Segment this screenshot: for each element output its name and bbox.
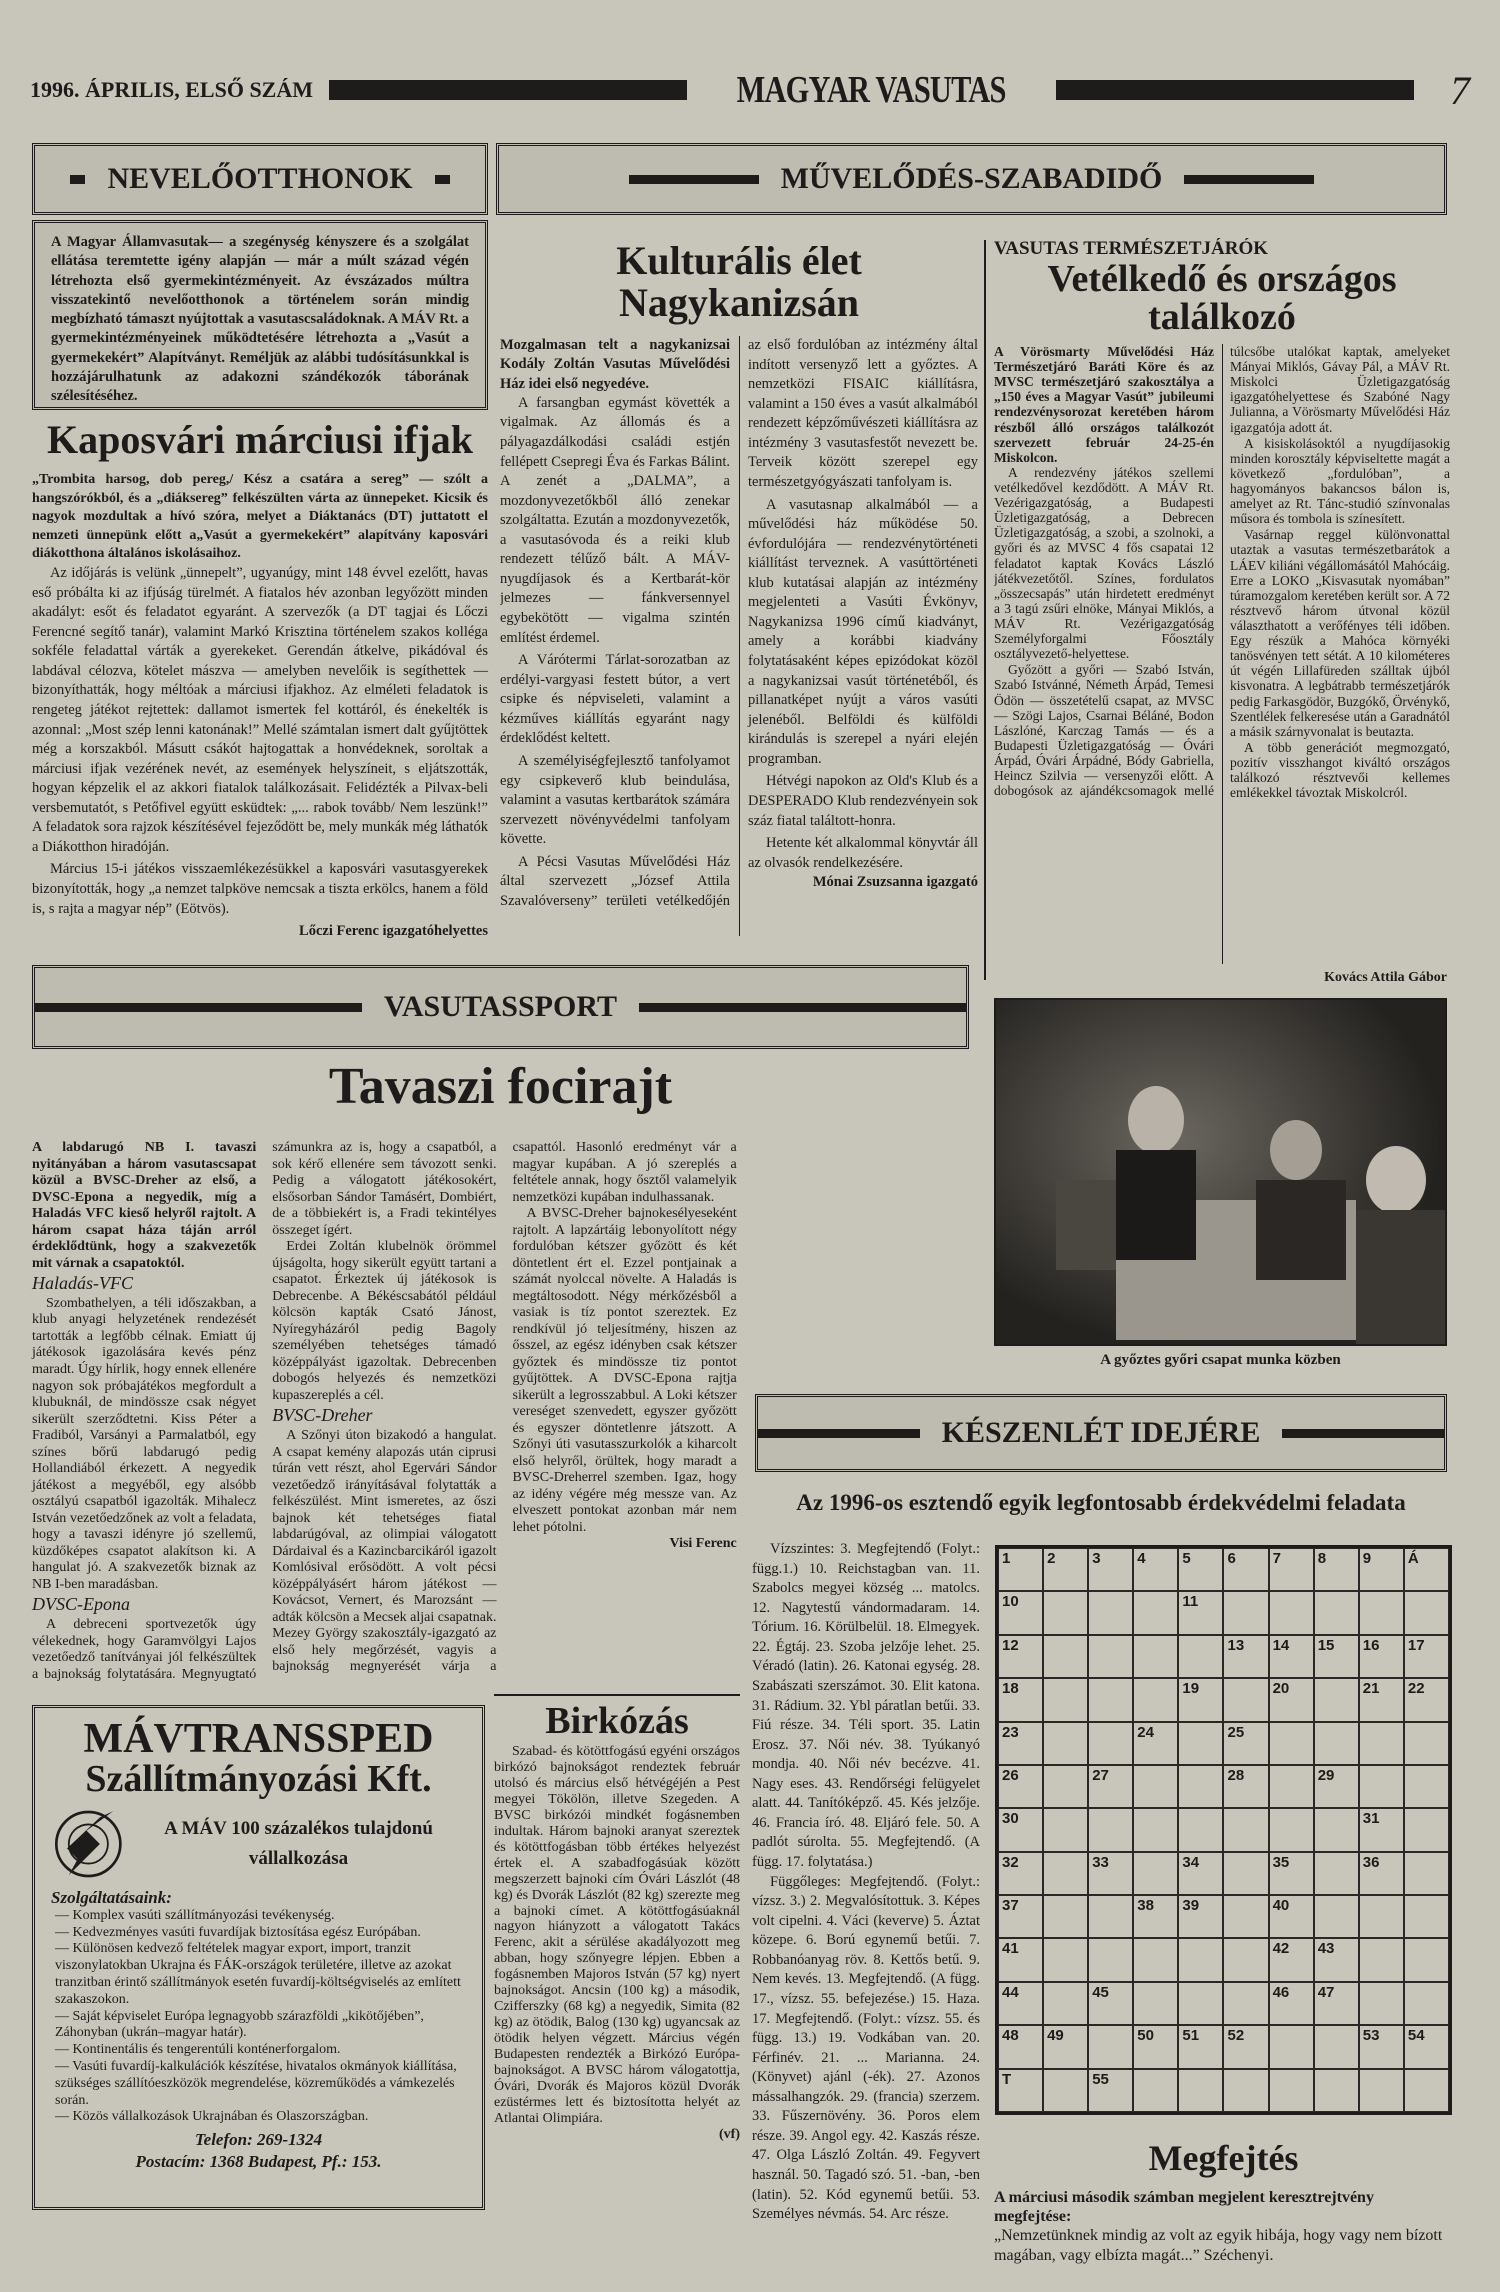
crossword-cell[interactable] (1043, 1722, 1088, 1765)
crossword-cell[interactable]: 43 (1314, 1938, 1359, 1981)
crossword-cell[interactable] (1178, 2069, 1223, 2112)
crossword-cell[interactable]: 40 (1269, 1895, 1314, 1938)
lead: A labdarugó NB I. tavaszi nyitányában a három vasutascsapat közül a BVSC-Dreher az első, a DVSC-Epona a negyedik, míg a Haladás VFC kieső helyről rajtolt. A három csapat háza táján arról érdeklődtünk, hogy a szakvezetők mit várnak a csapatoktól. (32, 1140, 257, 1271)
paragraph: — Kontinentális és tengerentúli konténerforgalom. (55, 2042, 341, 2058)
crossword-cell[interactable] (1043, 1852, 1088, 1895)
crossword-cell[interactable] (1043, 1765, 1088, 1808)
article-kaposvar (32, 415, 488, 945)
crossword-cell[interactable] (1088, 2025, 1133, 2068)
clues-across: Vízszintes: 3. Megfejtendő (Folyt.: függ.1.) 10. Reichstagban van. 11. Szabolcs megyei község ... matolcs. 12. Nagytestű vándormadaram. 14. Tórium. 16. Körülbelül. 18. Elmegyek. 22. Égtáj. 23. Szoba jelzője lehet. 25. Véradó (latin). 26. Katonai egység. 28. Szabászati szerszámot. 30. Elit katona. 31. Rádium. 32. Ybl páratlan betűi. 33. Fiú része. 34. Téli sport. 35. Latin Erosz. 37. Női név. 38. Tyúkanyó mondja. 40. Női név becézve. 41. Nagy eses. 43. Rendőrségi felügyelet alatt. 44. Tanítóképző. 45. Kés jelzője. 46. Francia író. 48. Eljáró fele. 50. A padlót súrolta. 55. Megfejtendő. (A függ. 17. folytatása.) (752, 1541, 980, 1870)
ad-company-name: MÁVTRANSSPED (83, 1716, 434, 1762)
crossword-cell[interactable]: 2 (1043, 1548, 1088, 1591)
crossword-cell[interactable]: 10 (998, 1591, 1043, 1634)
crossword-cell[interactable] (1269, 2069, 1314, 2112)
byline: (vf) (719, 2126, 740, 2142)
byline: Mónai Zsuzsanna igazgató (812, 874, 978, 891)
crossword-cell[interactable]: 6 (1223, 1548, 1268, 1591)
column-rule (984, 240, 986, 980)
paragraph: — Saját képviselet Európa legnagyobb szárazföldi „kikötőjében”, Záhonyban (ukrán–magyar határ). (55, 2008, 424, 2041)
paragraph: A rendezvény játékos szellemi vetélkedővel kezdődött. A MÁV Rt. Vezérigazgatóság, a Budapesti Üzletigazgatóság, a Debrecen Üzletigazgatóság, a szobi, a szolnoki, a győri és az MVSC 4 fős csapatai 12 feladatot kaptak Kovács László játékvezetőtől. Színes, fordulatos „összecsapás” után hirdetett eredményt a 3 tagú zsűri elnöke, Mányai Miklós, a MÁV Rt. Vezérigazgatóság Személyforgalmi Főosztály osztályvezető-helyettese. (994, 464, 1214, 662)
crossword-cell[interactable]: 44 (998, 1982, 1043, 2025)
crossword-cell[interactable]: 14 (1269, 1635, 1314, 1678)
crossword-cell[interactable]: 53 (1359, 2025, 1404, 2068)
ad-tagline: A MÁV 100 százalékos tulajdonú (164, 1817, 433, 1839)
paragraph: A debreceni sportvezetők úgy vélekednek, hogy Garamvölgyi Lajos vezetőedző tanítványai jól felkészültek a bajnokság folytatására. Megnyugtató számunkra az is, hogy a csapatból, a sok kérő ellenére sem távozott senki. Pedig a válogatott játékosokért, elsősorban Sándor Tamásért, Dombiért, de a többiekért is, a Fradi tekintélyes összeget ígért. (32, 1140, 497, 1682)
crossword-cell[interactable] (1269, 2025, 1314, 2068)
crossword-cell[interactable]: 8 (1314, 1548, 1359, 1591)
rule (329, 80, 687, 100)
page-number: 7 (1450, 67, 1471, 113)
photo-illustration (996, 1000, 1447, 1346)
crossword-cell[interactable]: 31 (1359, 1808, 1404, 1851)
services-list (51, 1908, 466, 2126)
crossword-cell[interactable] (1314, 2069, 1359, 2112)
crossword-cell[interactable] (1314, 1808, 1359, 1851)
subtitle: Az 1996-os esztendő egyik legfontosabb érdekvédelmi feladata (796, 1490, 1406, 1515)
crossword-cell[interactable]: 16 (1359, 1635, 1404, 1678)
crossword-cell[interactable]: 27 (1088, 1765, 1133, 1808)
crossword-cell[interactable]: 1 (998, 1548, 1043, 1591)
crossword-cell[interactable] (1223, 1895, 1268, 1938)
crossword-cell[interactable] (1359, 1938, 1404, 1981)
crossword-cell[interactable]: 38 (1133, 1895, 1178, 1938)
byline: Kovács Attila Gábor (1324, 970, 1447, 985)
lead: A Vörösmarty Művelődési Ház Természetjáró Baráti Köre és az MVSC természetjáró szakosztálya a „150 éves a Magyar Vasút” jubileumi rendezvénysorozat keretében három részből álló országos találkozót szervezett február 24-25-én Miskolcon. (994, 344, 1214, 465)
crossword-cell[interactable]: 24 (1133, 1722, 1178, 1765)
crossword-cell[interactable]: 32 (998, 1852, 1043, 1895)
crossword-cell[interactable] (1359, 1895, 1404, 1938)
section-header-muvelodes (496, 143, 1447, 215)
crossword-cell[interactable]: 17 (1404, 1635, 1449, 1678)
crossword-cell[interactable]: 47 (1314, 1982, 1359, 2025)
crossword-cell[interactable]: 12 (998, 1635, 1043, 1678)
crossword-cell[interactable] (1133, 1808, 1178, 1851)
paragraph: — Közös vállalkozások Ukrajnában és Olaszországban. (55, 2109, 369, 2125)
crossword-cell[interactable] (1223, 1591, 1268, 1634)
paragraph: Haladás-VFC (32, 1273, 133, 1294)
crossword-cell[interactable] (1404, 1722, 1449, 1765)
crossword-cell[interactable]: 3 (1088, 1548, 1133, 1591)
crossword-cell[interactable]: 11 (1178, 1591, 1223, 1634)
crossword-cell[interactable] (1404, 1808, 1449, 1851)
paragraph: DVSC-Epona (32, 1594, 130, 1615)
solution-text: „Nemzetünknek mindig az volt az egyik hibája, hogy vagy nem bízott magában, vagy elbízta magát...” Széchenyi. (994, 2227, 1443, 2264)
paragraph: A BVSC-Dreher bajnokesélyeseként rajtolt. A lapzártáig lebonyolított négy fordulóban kétszer győzött és két döntetlent ért el. Ezzel pontjainak a számát nyolccal növelte. A Haladás is megtáltosodott. Négy mérkőzésből a vasiak is tíz pontot szereztek. Ez rendkívül jó teljesítmény, hiszen az ősszel, az egész idényben csak kétszer győztek és mindössze tiz pontot gyűjtöttek. A DVSC-Epona rajtja sikerült a legrosszabbul. A Loki kétszer vereséget szenvedett, egyszer győzött és egyszer döntetlenre játszott. A Szőnyi úti vasutasszurkolók a kiharcolt első helyről, örültek, hogy maradt a BVSC-Dreherrel szemben. Igaz, hogy az idény végére még messze van. Az elveszett pontokat azonban már nem lehet pótolni. (512, 1206, 737, 1535)
paragraph: — Vasúti fuvardíj-kalkulációk készítése, hivatalos okmányok kiállítása, szükséges szállítóeszközök megrendelése, közreműködés a vámkezelés során. (55, 2059, 457, 2108)
crossword-cell[interactable]: 37 (998, 1895, 1043, 1938)
section-title: MŰVELŐDÉS-SZABADIDŐ (780, 162, 1163, 195)
crossword-cell[interactable]: 52 (1223, 2025, 1268, 2068)
crossword-cell[interactable]: 51 (1178, 2025, 1223, 2068)
crossword-cell[interactable] (1043, 1938, 1088, 1981)
crossword-cell[interactable] (1043, 1678, 1088, 1721)
crossword-cell[interactable]: 54 (1404, 2025, 1449, 2068)
crossword-cell[interactable] (1269, 1765, 1314, 1808)
article-body (500, 336, 978, 911)
article-kulturalis (500, 240, 978, 960)
section-header-keszenlet (755, 1394, 1447, 1472)
crossword-cell[interactable] (1178, 1808, 1223, 1851)
crossword-cell[interactable] (1043, 2069, 1088, 2112)
paragraph: Győzött a győri — Szabó István, Szabó Istvánné, Németh Árpád, Temesi Ödön — összetételű csapat, az MVSC — Szögi Lajos, Csarnai Béláné, Bodon Lászlóné, Karczag Tamás — és a Budapesti Üzletigazgatóság — Óvári Árpád, Óvári Árpádné, Bódy Gabriella, Heincz Szilvia — versenyzői előtt. A dobogósok az ajándékcsomagok mellé túlcsőbe utalókat kaptak, amelyeket Mányai Miklós, Gávay Pál, a MÁV Rt. Miskolci Üzletigazgatóság igazgatóhelyettese és Szabóné Nagy Julianna, a Vörösmarty Művelődési Ház igazgatója adott át. (994, 344, 1450, 799)
crossword-cell[interactable] (1043, 1808, 1088, 1851)
paragraph: Vasárnap reggel különvonattal utaztak a vasutas természetbarátok a LÁEV kiliáni végállomásától Mahócáig. Erre a LOKO „Kisvasutak nyomában” túramozgalom keretében került sor. A 72 résztvevő három útvonal közül választhatott a verőfényes téli időben. Egy részük a Mahóca környéki tanösvényen tett sétát. A 10 kilométeres út végén Lillafüreden szálltak újból kisvonatra. A legbátrabb természetjárók pedig Farkasgödör, Buzgókő, Örvénykő, Szentlélek felkeresése után a Garadnától a másik szárnyvonalat is beutazta. (1230, 527, 1450, 739)
crossword-cell[interactable]: 9 (1359, 1548, 1404, 1591)
paragraph: Erdei Zoltán klubelnök örömmel újságolta, hogy sikerült együtt tartani a csapatot. Érkeztek új játékosok is Debrecenbe. A Békéscsabától például kölcsön kapták Csató Jánost, Nyíregyházáról pedig Bagoly személyében tehetséges támadó középpályást igazoltak. Debrecenben dobogós helyezés és nemzetközi kupaszereplés a cél. (272, 1239, 497, 1403)
crossword-cell[interactable]: 5 (1178, 1548, 1223, 1591)
paragraph: A kisiskolásoktól a nyugdíjasokig minden korosztály képviseltette magát a következő „fordulóban”, a hagyományos bakancsos bálon is, amelyet az Rt. Tánc-studió színvonalas műsora és tombola is színesített. (1230, 435, 1450, 527)
lead: Mozgalmasan telt a nagykanizsai Kodály Zoltán Vasutas Művelődési Ház idei első negyedéve. (500, 337, 730, 392)
crossword-cell[interactable] (1404, 1852, 1449, 1895)
intro-box: A Magyar Államvasutak— a szegénység kényszere és a szolgálat ellátása teremtette igény alapján — már a múlt század végén létrehozta első gyermekintézményeit. Az évszázados múltra visszatekintő nevelőotthonok a történelem során mindig megbízható támaszt nyújtottak a vasutascsaládoknak. A MÁV Rt. a gyermekintézményeinek működtetésére létrehozta a „Vasút a gyermekekért” Alapítványt. Reméljük az alábbi tudósításunkkal is hozzájárulhatunk az adakozni szándékozók táborának szélesítéséhez. (32, 220, 488, 410)
crossword-cell[interactable] (1178, 1765, 1223, 1808)
paragraph: A személyiségfejlesztő tanfolyamot egy csipkeverő klub beindulása, valamint a vasutas kertbarátok számára szervezett növényvédelmi tanfolyam követte. (500, 752, 730, 848)
crossword-cell[interactable] (1404, 2069, 1449, 2112)
crossword-cell[interactable]: 49 (1043, 2025, 1088, 2068)
crossword-cell[interactable]: 13 (1223, 1635, 1268, 1678)
ad-phone: Telefon: 269-1324 (194, 2130, 323, 2150)
section-title: KÉSZENLÉT IDEJÉRE (941, 1416, 1261, 1449)
crossword-cell[interactable] (1314, 1895, 1359, 1938)
crossword-cell[interactable]: 26 (998, 1765, 1043, 1808)
crossword-cell[interactable] (1178, 1982, 1223, 2025)
paragraph: A Pécsi Vasutas Művelődési Ház által szervezett „József Attila Szavalóverseny” területi vetélkedőjén az első fordulóban az intézmény által indított versenyző lett a győztes. A nemzetközi FISAIC kiállításra, valamint a 150 éves a vasút alkalmából rendezett képzőművészeti kiállításra az intézmény 3 vasutasfestőt nevezett be. Terveik között szerepel egy természetgyógyászati tanfolyam is. (500, 337, 978, 909)
article-vetelkedo (994, 238, 1450, 966)
paragraph: A több generációt megmozgató, pozitív visszhangot kiváltó országos találkozó résztvevői kellemes emlékekkel távoztak Miskolcról. (1230, 739, 1450, 801)
issue-date: 1996. ÁPRILIS, ELSŐ SZÁM (30, 77, 314, 102)
ad-company-type: Szállítmányozási Kft. (85, 1758, 432, 1800)
crossword-cell[interactable]: 55 (1088, 2069, 1133, 2112)
crossword-cell[interactable] (1269, 1808, 1314, 1851)
crossword-cell[interactable]: 46 (1269, 1982, 1314, 2025)
headline: Vetélkedő és országos találkozó (1047, 258, 1397, 338)
ad-tagline: vállalkozása (248, 1847, 349, 1869)
crossword-cell[interactable] (1223, 1938, 1268, 1981)
crossword-cell[interactable] (1269, 1591, 1314, 1634)
photo-caption: A győztes győri csapat munka közben (1100, 1352, 1341, 1368)
section-title: VASUTASSPORT (384, 990, 617, 1023)
paragraph: Visi Ferenc (669, 1536, 737, 1552)
crossword-cell[interactable]: 21 (1359, 1678, 1404, 1721)
crossword-cell[interactable]: 23 (998, 1722, 1043, 1765)
crossword-cell[interactable] (1043, 1635, 1088, 1678)
solution-title: Megfejtés (1148, 2138, 1299, 2178)
crossword-cell[interactable] (1088, 1591, 1133, 1634)
crossword-cell[interactable] (1133, 1635, 1178, 1678)
rule (1056, 80, 1414, 100)
crossword-cell[interactable]: 20 (1269, 1678, 1314, 1721)
crossword-cell[interactable] (1133, 1765, 1178, 1808)
crossword-cell[interactable] (1133, 1852, 1178, 1895)
crossword-cell[interactable] (1178, 1938, 1223, 1981)
article-body (32, 564, 488, 919)
solution (994, 2188, 1454, 2265)
advertisement-mavtranssped (32, 1705, 485, 2210)
crossword-cell[interactable] (1223, 1808, 1268, 1851)
article-body (494, 1744, 740, 2127)
headline: Kaposvári márciusi ifjak (47, 417, 473, 462)
crossword-cell[interactable] (1178, 1722, 1223, 1765)
crossword-cell[interactable]: 42 (1269, 1938, 1314, 1981)
crossword-cell[interactable] (1088, 1895, 1133, 1938)
paragraph: A Várótermi Tárlat-sorozatban az erdélyi-vargyasi festett bútor, a vert csipke és népviseleti, valamint a kézműves kiállítás egyaránt nagy érdeklődést keltett. (500, 652, 730, 747)
crossword-cell[interactable] (1404, 1765, 1449, 1808)
section-title: NEVELŐOTTHONOK (107, 162, 413, 195)
crossword-cell[interactable] (1314, 1722, 1359, 1765)
crossword-clues (752, 1540, 980, 2288)
crossword-cell[interactable]: 4 (1133, 1548, 1178, 1591)
crossword-cell[interactable]: 35 (1269, 1852, 1314, 1895)
crossword-cell[interactable]: 7 (1269, 1548, 1314, 1591)
paragraph: A Szőnyi úton bizakodó a hangulat. A csapat kemény alapozás után ciprusi túrán vett részt, ahol Egervári Sándor vezetőedző irányításával folytatták a felkészülést. Mint ismeretes, az őszi bajnok két tehetséges fiatal labdarúgóval, az olimpiai válogatott Dárdaival és a Kazincbarcikáról igazolt Komlósival erősödött. A volt pécsi középpályásért három játékost — Kovácsot, Vernert, és Marozsánt — adták kölcsön a Mecsek aljai csapatnak. Mezey György szakosztály-igazgató az első hely megőrzését, vagyis a bajnokság megnyerését várja a csapattól. Hasonló eredményt vár a magyar kupában. A jó szereplés a feltétele annak, hogy ősztől valamelyik nemzetközi kupában indulhassanak. (272, 1140, 737, 1675)
paragraph: Az időjárás is velünk „ünnepelt”, ugyanúgy, mint 148 évvel ezelőtt, havas eső próbálta ki az ifjúság türelmét. A fiatalos hév azonban legyőzött minden akadályt: esőt és feladatot egyaránt. A szervezők (a DT tagjai és Lőczi Ferencné segítő tanár), valamint Markó Krisztina történelem szakos kolléga sokféle feladattal várták a gyerekeket. Gerendán átkelve, pikádóval és labdával célozva, kötelet mászva — amelyben nevelőik is segíthettek — bizonyíthatták, hogy méltóak a márciusi ifjakhoz. Az elméleti feladatok is rengeteg játékot rejtettek: dallamot ismertek fel kottáról, és énekelték is azonnal: „Most szép lenni katonának!” Mellé számtalan ismert dalt gyűjtöttek még a korszakból. Másutt csákót hajtogattak a honvédeknek, soroltak a márciusi ifjak vezérének nevét, az események helyszíneit, s eljátszották, hogyan képzelik el az akkori fiatalok találkozásait. Felidézték a Pilvax-beli versbemutatót, s Petőfivel együtt esküdtek: „... rabok tovább/ Nem leszünk!” A feladatok sora rajzok készítésével fejeződött be, mely munkák még láthatók a Diákotthon hiradóján. (32, 565, 488, 855)
crossword-cell[interactable] (1043, 1591, 1088, 1634)
headline: Kulturális élet Nagykanizsán (616, 240, 862, 325)
crossword-cell[interactable] (1314, 1678, 1359, 1721)
masthead (30, 67, 1471, 113)
crossword-cell[interactable]: 36 (1359, 1852, 1404, 1895)
crossword-cell[interactable]: Á (1404, 1548, 1449, 1591)
crossword-cell[interactable] (1088, 1722, 1133, 1765)
crossword-grid[interactable] (995, 1545, 1452, 2115)
headline: Tavaszi focirajt (328, 1058, 673, 1115)
crossword-cell[interactable] (1223, 1678, 1268, 1721)
crossword-cell[interactable] (1404, 1982, 1449, 2025)
crossword-cell[interactable]: 41 (998, 1938, 1043, 1981)
crossword-cell[interactable] (1404, 1895, 1449, 1938)
section-header-nevelootthonok (32, 143, 488, 215)
paragraph: A vasutasnap alkalmából — a művelődési ház működése 50. évfordulójára — rendezvénytörténeti kiállítást terveznek. A vasúttörténeti klub kutatásai alapján az intézmény megjelenteti a Vasúti Évkönyv, Nagykanizsa 1996 című kiadványt, amely a korábbi kiadvány folytatásaként képes epizódokat közöl a nagykanizsai vasút történetéből, és pillanatképet nyújt a város vasúti jelenéből. Belföldi és külföldi kirándulás is szerepel a nyári elején programban. (748, 496, 978, 767)
paragraph: — Kedvezményes vasúti fuvardíjak biztosítása egész Európában. (55, 1924, 421, 1940)
crossword-cell[interactable] (1133, 1591, 1178, 1634)
crossword-cell[interactable]: 19 (1178, 1678, 1223, 1721)
crossword-cell[interactable] (1359, 1722, 1404, 1765)
crossword-cell[interactable] (1404, 1591, 1449, 1634)
crossword-cell[interactable] (1178, 1635, 1223, 1678)
crossword-cell[interactable] (1314, 1852, 1359, 1895)
crossword-cell[interactable] (1359, 1982, 1404, 2025)
crossword-cell[interactable] (1269, 1722, 1314, 1765)
crossword-cell[interactable]: 25 (1223, 1722, 1268, 1765)
photo-team-at-work (994, 998, 1447, 1346)
headline: Birkózás (545, 1700, 689, 1742)
crossword-cell[interactable]: 30 (998, 1808, 1043, 1851)
byline: Lőczi Ferenc igazgatóhelyettes (299, 923, 488, 940)
crossword-cell[interactable] (1404, 1938, 1449, 1981)
solution-lead: A márciusi második számban megjelent keresztrejtvény megfejtése: (994, 2189, 1374, 2226)
crossword-cell[interactable] (1359, 2069, 1404, 2112)
crossword-cell[interactable] (1133, 1938, 1178, 1981)
ad-address: Postacím: 1368 Budapest, Pf.: 153. (135, 2152, 382, 2172)
crossword-cell[interactable] (1088, 1808, 1133, 1851)
article-birkozas (494, 1694, 740, 2143)
newspaper-title: MAGYAR VASUTAS (737, 69, 1006, 111)
crossword-cell[interactable]: 18 (998, 1678, 1043, 1721)
paragraph: — Különösen kedvező feltételek magyar export, import, tranzit viszonylatokban Ukrajna és FÁK-országok területére, illetve az azokat tranzitban érintő szállítmányok esetén fuvardíj-költségviselés az említett szakaszokon. (55, 1941, 461, 2007)
crossword-cell[interactable] (1359, 1591, 1404, 1634)
crossword-cell[interactable] (1043, 1982, 1088, 2025)
crossword-cell[interactable] (1088, 1678, 1133, 1721)
paragraph: — Komplex vasúti szállítmányozási tevékenység. (55, 1907, 335, 1923)
services-title: Szolgáltatásaink: (51, 1887, 172, 1907)
crossword-cell[interactable] (1133, 2069, 1178, 2112)
lead: „Trombita harsog, dob pereg,/ Kész a csatára a sereg” — szólt a hangszórókból, és a „diáksereg” felkészülten várta az ünnepeket. Kicsik és nagyok mozdultak a hívó szóra, melyet a Diáktanács (DT) juttatott el nemzeti ünnepünk előtt a„Vasút a gyermekekért” alapítvány kaposvári diákotthona általános iskolásaihoz. (32, 472, 488, 562)
crossword-cell[interactable]: 34 (1178, 1852, 1223, 1895)
paragraph: Március 15-i játékos visszaemlékezésükkel a kaposvári vasutasgyerekek bizonyították, hogy „a nemzet talpköve nemcsak a tiszta erkölcs, hanem a föld is, s rajta a magyar nép” (Eötvös). (32, 861, 488, 917)
crossword-cell[interactable] (1133, 1678, 1178, 1721)
crossword-cell[interactable] (1223, 1852, 1268, 1895)
crossword-cell[interactable]: T (998, 2069, 1043, 2112)
crossword-cell[interactable]: 33 (1088, 1852, 1133, 1895)
crossword-cell[interactable]: 22 (1404, 1678, 1449, 1721)
crossword-cell[interactable] (1314, 1591, 1359, 1634)
crossword-cell[interactable] (1043, 1895, 1088, 1938)
kicker: VASUTAS TERMÉSZETJÁRÓK (994, 238, 1268, 259)
crossword-cell[interactable] (1133, 1982, 1178, 2025)
paragraph: Szabad- és kötöttfogású egyéni országos birkózó bajnokságot rendeztek február utolsó és március első hétvégéjén a Pest megyei Tökölön, illetve Szegeden. A BVSC birkózói mindkét fogásnemben indultak. Három bajnoki aranyat szereztek és kötöttfogásban több értékes helyezést értek el. A szabadfogásúak között megszerzett bajnoki cím Óvári Lászlót (48 kg) és Dvorák Lászlót (82 kg) szerezte meg a bajnoki címet. A kötöttfogásúaknál nagyon hiányzott a válogatott Takács Ferenc, akit a sérülése akadályozott meg abban, hogy szőnyegre lépjen. Ebben a fogásnemben Majoros István (57 kg) nyert bajnokságot. Ancsin (100 kg) a második, Czifferszky (68 kg) a negyedik, Simita (82 kg) az ötödik, Balog (130 kg) ugyancsak az ötödik helyen végzett. Március végén Budapesten rendezték a Birkózó Európa-bajnokságot. A BVSC három válogatottja, Óvári, Dvorák és Majoros közül Dvorák ezüstérmes lett és biztosította helyét az Atlantai Olimpiára. (494, 1744, 740, 2126)
crossword-cell[interactable] (1223, 1982, 1268, 2025)
paragraph: A farsangban egymást követték a vigalmak. Az állomás és a pályagazdálkodási családi estjén fellépett Csepregi Éva és Farkas Bálint. A zenét a „DALMA”, a mozdonyvezetőkből álló zenekar szolgáltatta. Ezután a mozdonyvezetők, a vasutasóvoda és a reiki klub rendezett télűző bált. A MÁV-nyugdíjasok és a Kertbarát-kör jelmezes — fánkversennyel egybekötött — vigalma szintén említést érdemel. (500, 394, 730, 646)
crossword-cell[interactable] (1088, 1635, 1133, 1678)
crossword-cell[interactable]: 50 (1133, 2025, 1178, 2068)
crossword-cell[interactable] (1223, 2069, 1268, 2112)
crossword-cell[interactable] (1359, 1765, 1404, 1808)
crossword-cell[interactable] (1088, 1938, 1133, 1981)
crossword-cell[interactable]: 48 (998, 2025, 1043, 2068)
paragraph: Szombathelyen, a téli időszakban, a klub anyagi helyzetének rendezését tartották a legfőbb célnak. Emiatt új játékosok igazolására kevés pénz maradt. Úgy hírlik, hogy ennek ellenére nagyon sok próbajátékos megfordult a klubuknál, de mindössze csak négyet sikerült szerződtetni. Kiss Péter a Fradiból, Varsányi a Parmalatból, egy színes bőrű labdarugó pedig Hollandiából érkezett. A negyedik játékost a megyéből, egy alsóbb osztályú csapatból igazolták. Mihalecz István vezetőedzőnek az volt a feladata, hogy a tavaszi idényre jó szellemű, küzdőképes csapatot alakítson ki. A hangulat jó. A szakvezetők biznak az NB I-ben maradásban. (32, 1295, 257, 1592)
crossword-cell[interactable]: 29 (1314, 1765, 1359, 1808)
crossword-cell[interactable]: 45 (1088, 1982, 1133, 2025)
paragraph: BVSC-Dreher (272, 1405, 373, 1426)
crossword-cell[interactable] (1314, 2025, 1359, 2068)
crossword-cell[interactable]: 28 (1223, 1765, 1268, 1808)
clues-down: Függőleges: Megfejtendő. (Folyt.: vízsz. 3.) 2. Megvalósítottuk. 3. Képes volt cipelni. 4. Váci (keverve) 5. Áztat közepe. 6. Ború egynemű betűi. 7. Robbanóanyag röv. 8. Kettős betű. 9. Nem kevés. 13. Megfejtendő. (A függ. 17., vízsz. 55. befejezése.) 15. Haza. 17. Megfejtendő. (Folyt.: vízsz. 55. és függ. 13.) 19. Vodkában van. 20. Férfinév. 21. ... Marianna. 24. (Könyvet) ajánl (-ék). 27. Azonos mássalhangzók. 29. (francia) szerzem. 33. Fűszernövény. 36. Poros elem része. 39. Angol egy. 42. Kaszás része. 47. Olga László Zoltán. 49. Fegyvert használ. 50. Tagadó szó. 51. -ban, -ben (latin). 52. Kód egynemű betűi. 53. Személyes névmás. 54. Arc része. (752, 1873, 980, 2223)
paragraph: Hétvégi napokon az Old's Klub és a DESPERADO Klub rendezvényein sok száz fiatal találtott-honra. (748, 773, 978, 829)
section-header-sport (32, 965, 969, 1049)
crossword-cell[interactable]: 39 (1178, 1895, 1223, 1938)
paragraph: Hetente két alkalommal könyvtár áll az olvasók rendelkezésére. (748, 835, 978, 871)
mavtranssped-logo-icon (51, 1804, 131, 1884)
crossword-cell[interactable]: 15 (1314, 1635, 1359, 1678)
